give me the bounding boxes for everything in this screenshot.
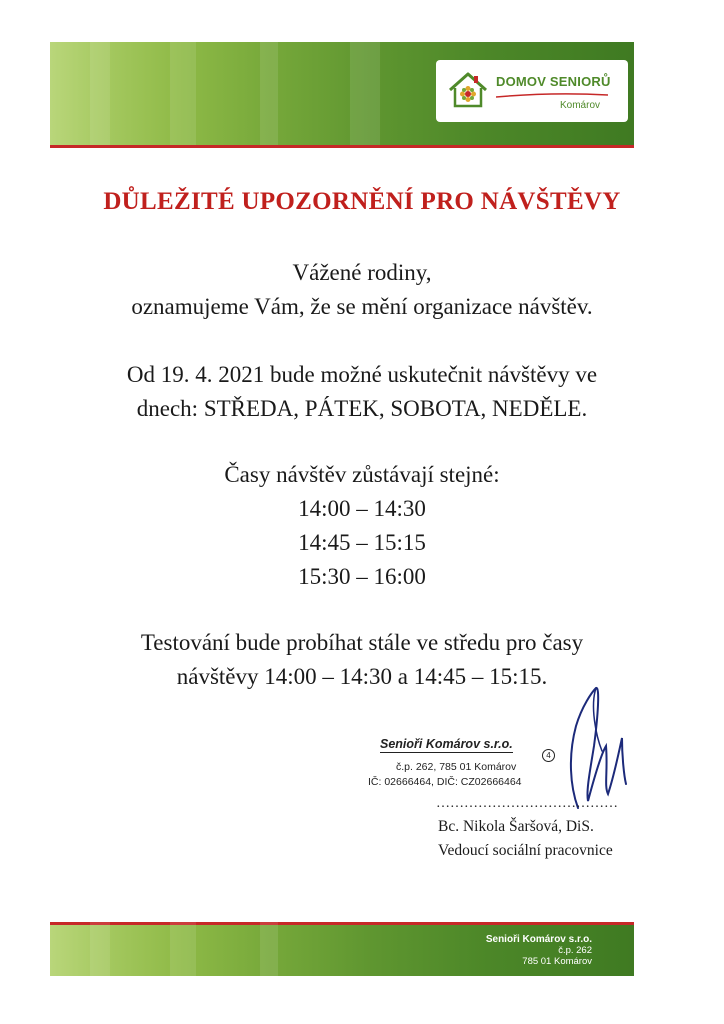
- visit-times: [0, 458, 724, 594]
- stamp-ids: IČ: 02666464, DIČ: CZ02666464: [368, 776, 522, 788]
- logo-subtitle: Komárov: [560, 100, 601, 111]
- signatory-title: Vedoucí sociální pracovnice: [438, 842, 613, 859]
- footer-red-line: [50, 922, 634, 925]
- page-title: DŮLEŽITÉ UPOZORNĚNÍ PRO NÁVŠTĚVY: [103, 188, 621, 215]
- banner-stripe: [260, 42, 278, 148]
- visit-days-line: dnech: STŘEDA, PÁTEK, SOBOTA, NEDĚLE.: [136, 396, 588, 421]
- footer-stripe: [170, 922, 196, 976]
- logo-title: DOMOV SENIORŮ: [496, 74, 611, 89]
- footer-stripe: [90, 922, 110, 976]
- banner-stripe: [350, 42, 380, 148]
- time-slot: 14:00 – 14:30: [298, 496, 426, 521]
- footer-line: č.p. 262: [558, 945, 592, 956]
- greeting-line: Vážené rodiny,: [292, 260, 432, 285]
- logo: [436, 60, 628, 122]
- testing-line: návštěvy 14:00 – 14:30 a 14:45 – 15:15.: [176, 664, 548, 689]
- visit-days: [0, 358, 724, 426]
- footer-company-name: Senioři Komárov s.r.o.: [485, 934, 592, 945]
- stamp-number: 4: [542, 749, 555, 762]
- time-slot: 14:45 – 15:15: [298, 530, 426, 555]
- banner-stripe: [170, 42, 196, 148]
- stamp-company-name: Senioři Komárov s.r.o.: [380, 737, 513, 751]
- footer-line: 785 01 Komárov: [522, 956, 592, 967]
- time-slot: 15:30 – 16:00: [298, 564, 426, 589]
- testing-line: Testování bude probíhat stále ve středu pro časy: [140, 630, 584, 655]
- greeting-line: oznamujeme Vám, že se mění organizace návštěv.: [131, 294, 593, 319]
- visit-days-line: Od 19. 4. 2021 bude možné uskutečnit návštěvy ve: [126, 362, 598, 387]
- signature-line: …………………………………: [436, 796, 618, 811]
- banner-stripe: [90, 42, 110, 148]
- greeting: [0, 256, 724, 324]
- visit-times-intro: Časy návštěv zůstávají stejné:: [224, 462, 500, 487]
- banner-red-line: [50, 145, 634, 148]
- footer-stripe: [260, 922, 278, 976]
- logo-swoosh: [496, 92, 608, 98]
- signatory-name: Bc. Nikola Šaršová, DiS.: [438, 818, 594, 835]
- footer-address: [486, 934, 592, 967]
- footer-banner: [50, 922, 634, 976]
- stamp-address: č.p. 262, 785 01 Komárov: [396, 761, 517, 773]
- house-flower-icon: [446, 68, 490, 112]
- handwritten-signature: [556, 676, 646, 816]
- company-stamp: [368, 737, 568, 797]
